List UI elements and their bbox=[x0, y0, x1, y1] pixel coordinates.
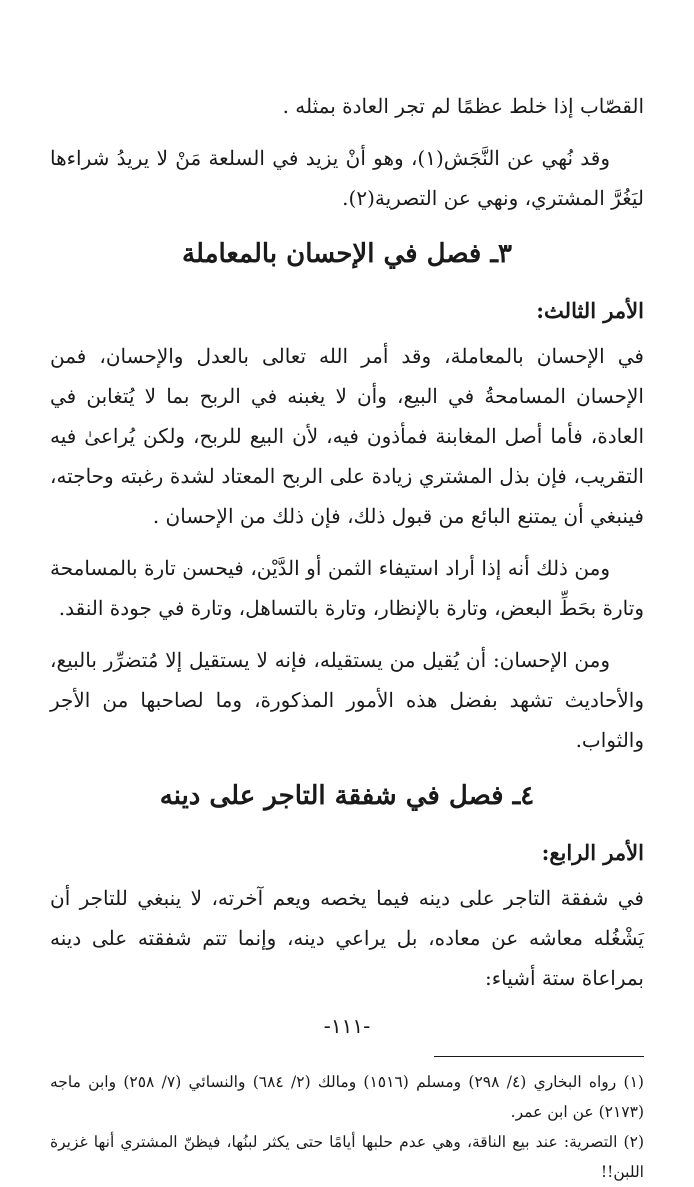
section-heading-3: ٣ـ فصل في الإحسان بالمعاملة bbox=[182, 239, 512, 269]
paragraph-5: ومن الإحسان: أن يُقيل من يستقيله، فإنه لا يستقيل إلا مُتضرِّر بالبيع، والأحاديث تشهد بفضل هذه الأمور المذكورة، وما لصاحبها من الأجر والثواب. bbox=[50, 648, 644, 752]
section-heading-4: ٤ـ فصل في شفقة التاجر على دينه bbox=[159, 781, 535, 811]
paragraph-6: في شفقة التاجر على دينه فيما يخصه ويعم آخرته، لا ينبغي للتاجر أن يَشْغُله معاشه عن معاده، بل يراعي دينه، وإنما تتم شفقته على دينه بمراعاة ستة أشياء: bbox=[50, 886, 644, 990]
page-number: -١١١- bbox=[323, 1014, 371, 1038]
paragraph-1: القصّاب إذا خلط عظمًا لم تجر العادة بمثله . bbox=[282, 94, 644, 118]
paragraph-3: في الإحسان بالمعاملة، وقد أمر الله تعالى بالعدل والإحسان، فمن الإحسان المسامحةُ في البيع، وأن لا يغبنه في الربح بما لا يُتغابن في العادة، فأما أصل المغابنة فمأذون فيه، لأن البيع للربح، ولكن يُراعىٰ فيه التقريب، فإن بذل المشتري زيادة على الربح المعتاد لشدة رغبته وحاجته، فينبغي أن يمتنع البائع من قبول ذلك، فإن ذلك من الإحسان . bbox=[50, 344, 644, 528]
footnote-divider bbox=[434, 1056, 644, 1057]
paragraph-2: وقد نُهي عن النَّجَش(١)، وهو أنْ يزيد في السلعة مَنْ لا يريدُ شراءها ليَغُرَّ المشتري، ونهي عن التصرية(٢). bbox=[50, 146, 644, 210]
footnote-2: (٢) التصرية: عند بيع الناقة، وهي عدم حلبها أيامًا حتى يكثر لبنُها، فيظنّ المشتري أنها غزيرة اللبن!! bbox=[50, 1133, 644, 1181]
paragraph-4: ومن ذلك أنه إذا أراد استيفاء الثمن أو الدَّيْن، فيحسن تارة بالمسامحة وتارة بحَطِّ البعض، وتارة بالإنظار، وتارة بالتساهل، وتارة في جودة النقد. bbox=[50, 556, 644, 620]
section-label-3: الأمر الثالث: bbox=[536, 298, 644, 323]
footnote-1: (١) رواه البخاري (٤/ ٢٩٨) ومسلم (١٥١٦) ومالك (٢/ ٦٨٤) والنسائي (٧/ ٢٥٨) وابن ماجه (٢١٧٣) عن ابن عمر. bbox=[50, 1073, 644, 1121]
section-label-4: الأمر الرابع: bbox=[541, 840, 644, 865]
